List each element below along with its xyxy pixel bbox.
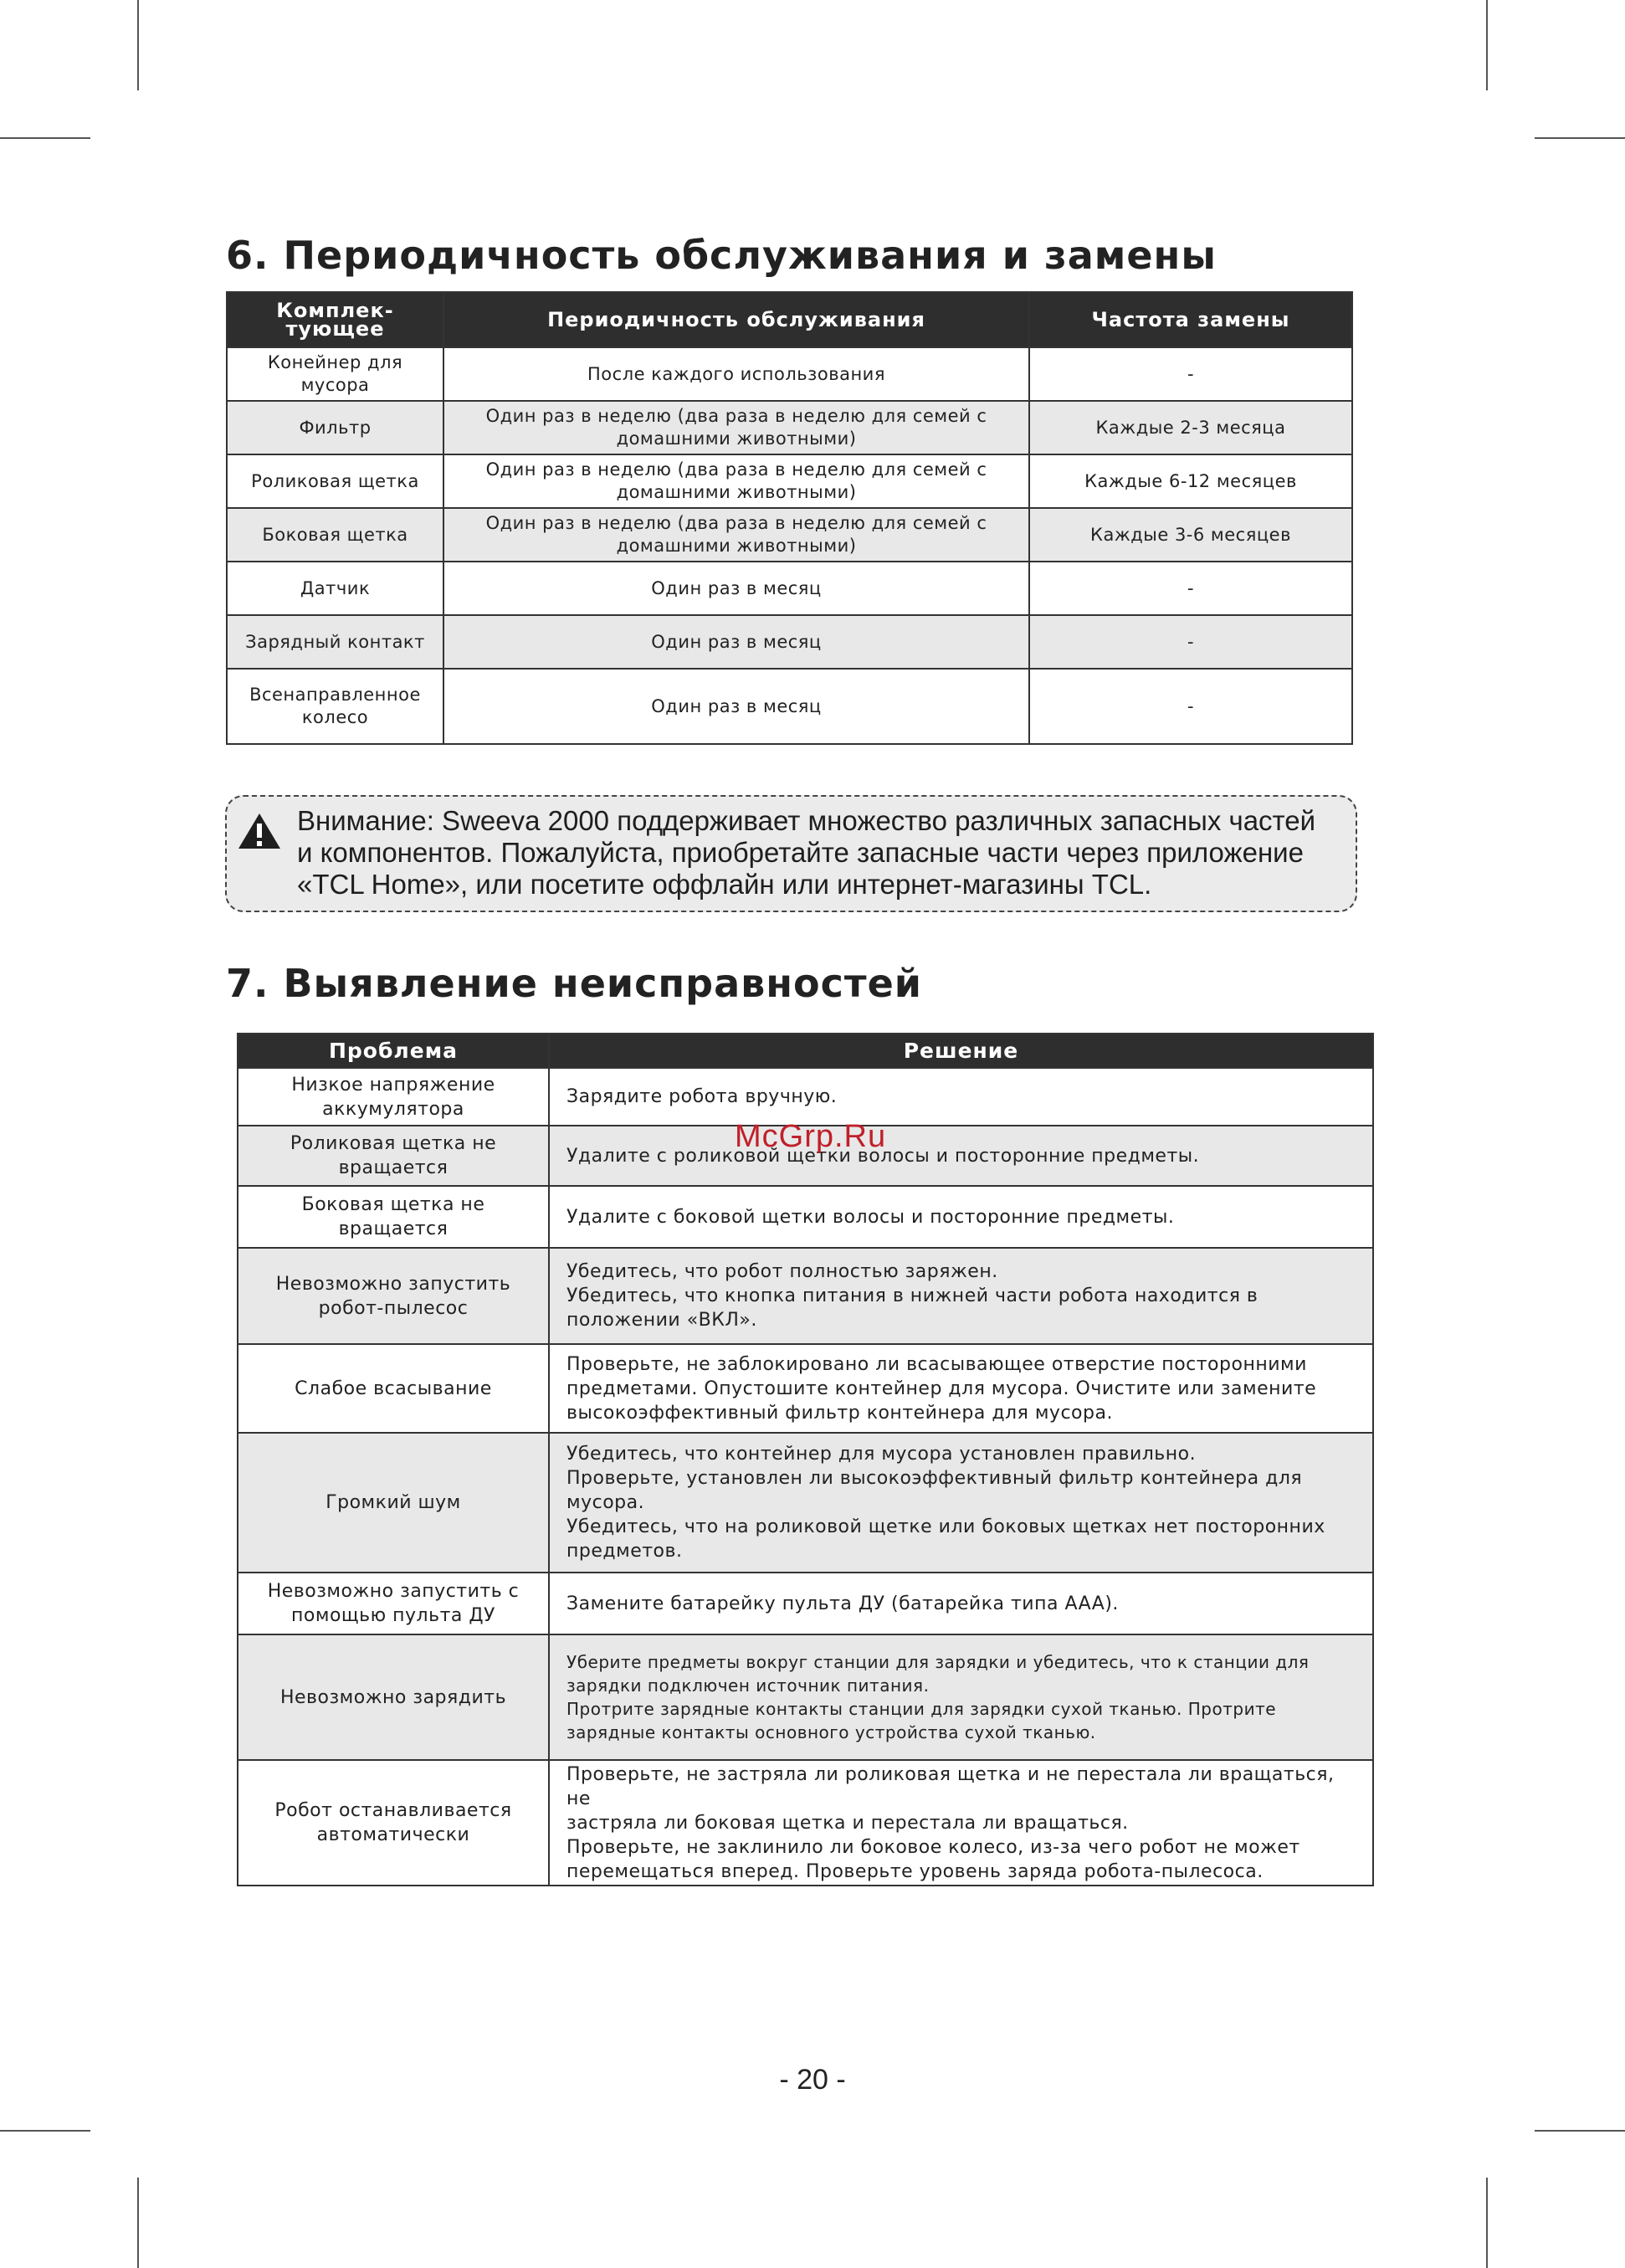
cell-component: Роликовая щетка bbox=[227, 454, 443, 508]
cell-replacement: Каждые 3-6 месяцев bbox=[1029, 508, 1352, 562]
crop-mark bbox=[1535, 137, 1625, 139]
cell-component: Боковая щетка bbox=[227, 508, 443, 562]
cell-solution: Убедитесь, что робот полностью заряжен. Убедитесь, что кнопка питания в нижней части робота находится в положении «ВКЛ». bbox=[549, 1248, 1373, 1344]
table-row bbox=[227, 669, 1352, 744]
table-row bbox=[238, 1573, 1373, 1634]
crop-mark bbox=[0, 2130, 90, 2132]
section-7-title: 7. Выявление неисправностей bbox=[226, 961, 922, 1006]
cell-problem: Боковая щетка не вращается bbox=[238, 1186, 549, 1248]
cell-solution: Замените батарейку пульта ДУ (батарейка типа AAA). bbox=[549, 1573, 1373, 1634]
crop-mark bbox=[137, 2178, 139, 2268]
table-row bbox=[238, 1634, 1373, 1760]
table-row bbox=[227, 401, 1352, 454]
cell-maintenance: Один раз в неделю (два раза в неделю для семей с домашними животными) bbox=[443, 508, 1029, 562]
section-6-number: 6 bbox=[226, 233, 254, 278]
column-header-component bbox=[227, 292, 443, 347]
cell-component: Датчик bbox=[227, 562, 443, 615]
cell-problem: Низкое напряжение аккумулятора bbox=[238, 1068, 549, 1126]
cell-maintenance: Один раз в неделю (два раза в неделю для семей с домашними животными) bbox=[443, 454, 1029, 508]
cell-replacement: - bbox=[1029, 562, 1352, 615]
cell-solution: Зарядите робота вручную. bbox=[549, 1068, 1373, 1126]
column-header-label: Комплек- тующее bbox=[276, 299, 394, 341]
page-number: - 20 - bbox=[779, 2064, 846, 2096]
cell-maintenance: После каждого использования bbox=[443, 347, 1029, 401]
crop-mark bbox=[137, 0, 139, 90]
cell-solution: Уберите предметы вокруг станции для зарядки и убедитесь, что к станции для зарядки подключен источник питания. Протрите зарядные контакты станции для зарядки сухой тканью. Протрите зарядные контакты основного устройства сухой тканью. bbox=[549, 1634, 1373, 1760]
cell-maintenance: Один раз в месяц bbox=[443, 669, 1029, 744]
cell-replacement: - bbox=[1029, 669, 1352, 744]
cell-maintenance: Один раз в месяц bbox=[443, 615, 1029, 669]
cell-component: Конейнер для мусора bbox=[227, 347, 443, 401]
table-header-row bbox=[227, 292, 1352, 347]
watermark: McGrp.Ru bbox=[735, 1119, 887, 1154]
column-header-maintenance: Периодичность обслуживания bbox=[443, 292, 1029, 347]
crop-mark bbox=[0, 137, 90, 139]
cell-replacement: - bbox=[1029, 615, 1352, 669]
cell-maintenance: Один раз в неделю (два раза в неделю для семей с домашними животными) bbox=[443, 401, 1029, 454]
cell-problem: Невозможно запустить робот-пылесос bbox=[238, 1248, 549, 1344]
section-6-title-text: . Периодичность обслуживания и замены bbox=[254, 233, 1217, 278]
maintenance-table bbox=[226, 291, 1353, 745]
cell-replacement: - bbox=[1029, 347, 1352, 401]
crop-mark bbox=[1486, 0, 1488, 90]
cell-solution: Проверьте, не застряла ли роликовая щетка и не перестала ли вращаться, не застряла ли боковая щетка и перестала ли вращаться. Проверьте, не заклинило ли боковое колесо, из-за чего робот не может перемещаться вперед. Проверьте уровень заряда робота-пылесоса. bbox=[549, 1760, 1373, 1886]
notice-text: Внимание: Sweeva 2000 поддерживает множество различных запасных частей и компонентов. Пожалуйста, приобретайте запасные части через приложение «TCL Home», или посетите оффлайн или интернет-магазины TCL. bbox=[297, 805, 1316, 900]
cell-solution: Проверьте, не заблокировано ли всасывающее отверстие посторонними предметами. Опустошите контейнер для мусора. Очистите или замените высокоэффективный фильтр контейнера для мусора. bbox=[549, 1344, 1373, 1433]
table-row bbox=[227, 562, 1352, 615]
cell-replacement: Каждые 2-3 месяца bbox=[1029, 401, 1352, 454]
section-6-title bbox=[226, 233, 1217, 278]
table-row bbox=[227, 454, 1352, 508]
cell-solution: Удалите с роликовой щетки волосы и посторонние предметы. bbox=[549, 1126, 1373, 1186]
cell-maintenance: Один раз в месяц bbox=[443, 562, 1029, 615]
cell-problem: Слабое всасывание bbox=[238, 1344, 549, 1433]
table-row bbox=[227, 615, 1352, 669]
cell-problem: Громкий шум bbox=[238, 1433, 549, 1573]
table-row bbox=[238, 1433, 1373, 1573]
crop-mark bbox=[1535, 2130, 1625, 2132]
cell-problem: Робот останавливается автоматически bbox=[238, 1760, 549, 1886]
table-row bbox=[238, 1248, 1373, 1344]
cell-replacement: Каждые 6-12 месяцев bbox=[1029, 454, 1352, 508]
warning-icon bbox=[237, 812, 282, 850]
column-header-replacement: Частота замены bbox=[1029, 292, 1352, 347]
cell-component: Фильтр bbox=[227, 401, 443, 454]
table-row bbox=[238, 1068, 1373, 1126]
table-row bbox=[238, 1760, 1373, 1886]
cell-solution: Удалите с боковой щетки волосы и посторонние предметы. bbox=[549, 1186, 1373, 1248]
column-header-solution: Решение bbox=[549, 1034, 1373, 1068]
cell-problem: Роликовая щетка не вращается bbox=[238, 1126, 549, 1186]
cell-component: Зарядный контакт bbox=[227, 615, 443, 669]
attention-notice bbox=[225, 795, 1357, 912]
troubleshooting-table bbox=[237, 1033, 1374, 1886]
cell-component: Всенаправленное колесо bbox=[227, 669, 443, 744]
cell-problem: Невозможно зарядить bbox=[238, 1634, 549, 1760]
table-header-row bbox=[238, 1034, 1373, 1068]
cell-problem: Невозможно запустить с помощью пульта ДУ bbox=[238, 1573, 549, 1634]
table-row bbox=[238, 1344, 1373, 1433]
cell-solution: Убедитесь, что контейнер для мусора установлен правильно. Проверьте, установлен ли высокоэффективный фильтр контейнера для мусора. Убедитесь, что на роликовой щетке или боковых щетках нет посторонних предметов. bbox=[549, 1433, 1373, 1573]
table-row bbox=[227, 347, 1352, 401]
column-header-problem: Проблема bbox=[238, 1034, 549, 1068]
crop-mark bbox=[1486, 2178, 1488, 2268]
table-row bbox=[227, 508, 1352, 562]
table-row bbox=[238, 1186, 1373, 1248]
